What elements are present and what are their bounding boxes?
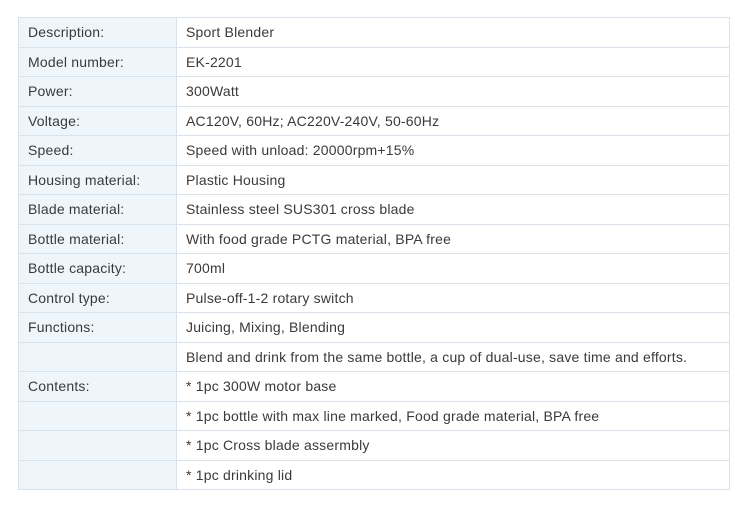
row-value: 300Watt: [177, 77, 730, 107]
row-label: Power:: [19, 77, 177, 107]
row-label: Housing material:: [19, 165, 177, 195]
table-row: [19, 460, 730, 490]
table-row: [19, 313, 730, 343]
table-row: [19, 106, 730, 136]
spec-table-body: [19, 18, 730, 490]
row-value: With food grade PCTG material, BPA free: [177, 224, 730, 254]
row-value: AC120V, 60Hz; AC220V-240V, 50-60Hz: [177, 106, 730, 136]
table-row: [19, 165, 730, 195]
row-label: Speed:: [19, 136, 177, 166]
table-row: [19, 18, 730, 48]
row-value: Blend and drink from the same bottle, a cup of dual-use, save time and efforts.: [177, 342, 730, 372]
row-label: Description:: [19, 18, 177, 48]
row-value: Pulse-off-1-2 rotary switch: [177, 283, 730, 313]
table-row: [19, 372, 730, 402]
row-label: [19, 460, 177, 490]
table-row: [19, 195, 730, 225]
row-label: Contents:: [19, 372, 177, 402]
row-label: Model number:: [19, 47, 177, 77]
row-value: * 1pc drinking lid: [177, 460, 730, 490]
row-value: Plastic Housing: [177, 165, 730, 195]
row-value: EK-2201: [177, 47, 730, 77]
row-label: Bottle material:: [19, 224, 177, 254]
row-label: [19, 401, 177, 431]
row-value: Juicing, Mixing, Blending: [177, 313, 730, 343]
row-label: [19, 342, 177, 372]
row-label: Blade material:: [19, 195, 177, 225]
row-value: 700ml: [177, 254, 730, 284]
row-value: Speed with unload: 20000rpm+15%: [177, 136, 730, 166]
table-row: [19, 283, 730, 313]
table-row: [19, 77, 730, 107]
spec-table: [18, 17, 730, 490]
table-row: [19, 224, 730, 254]
table-row: [19, 47, 730, 77]
row-label: Control type:: [19, 283, 177, 313]
row-label: Bottle capacity:: [19, 254, 177, 284]
table-row: [19, 136, 730, 166]
table-row: [19, 254, 730, 284]
row-label: Voltage:: [19, 106, 177, 136]
table-row: [19, 431, 730, 461]
row-value: * 1pc 300W motor base: [177, 372, 730, 402]
table-row: [19, 401, 730, 431]
row-value: * 1pc Cross blade assermbly: [177, 431, 730, 461]
row-value: Sport Blender: [177, 18, 730, 48]
row-value: Stainless steel SUS301 cross blade: [177, 195, 730, 225]
table-row: [19, 342, 730, 372]
row-label: Functions:: [19, 313, 177, 343]
row-value: * 1pc bottle with max line marked, Food grade material, BPA free: [177, 401, 730, 431]
row-label: [19, 431, 177, 461]
